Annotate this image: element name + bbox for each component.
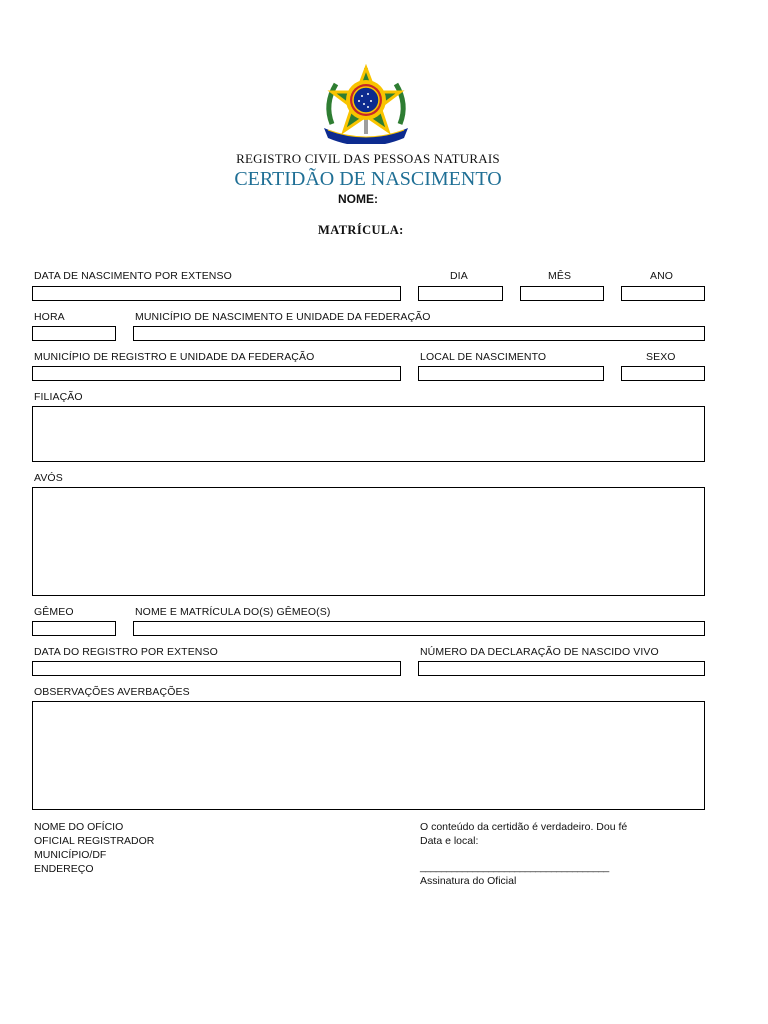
birth-place-label: LOCAL DE NASCIMENTO [420,351,547,363]
office-name-label: NOME DO OFÍCIO [34,821,124,833]
signature-label: Assinatura do Oficial [420,875,517,887]
birth-date-text-label: DATA DE NASCIMENTO POR EXTENSO [34,270,232,282]
registry-municipality-field[interactable] [32,366,401,381]
parents-field[interactable] [32,406,705,462]
date-place-label: Data e local: [420,835,479,847]
municipality-label: MUNICÍPIO/DF [34,849,107,861]
brazil-coat-of-arms-icon [318,64,414,144]
footer-certification [420,820,627,848]
parents-label: FILIAÇÃO [34,391,83,403]
twin-field[interactable] [32,621,116,636]
signature-line: ____________________________________ [420,861,609,873]
grandparents-label: AVÓS [34,472,63,484]
address-label: ENDEREÇO [34,863,94,875]
observations-field[interactable] [32,701,705,810]
year-field[interactable] [621,286,705,301]
sex-field[interactable] [621,366,705,381]
birth-place-field[interactable] [418,366,604,381]
name-label: NOME: [338,192,378,206]
hour-field[interactable] [32,326,116,341]
twin-label: GÊMEO [34,606,74,618]
twin-names-label: NOME E MATRÍCULA DO(S) GÊMEO(S) [135,606,331,618]
month-label: MÊS [548,270,572,282]
birth-declaration-number-label: NÚMERO DA DECLARAÇÃO DE NASCIDO VIVO [420,646,659,658]
birth-municipality-label: MUNICÍPIO DE NASCIMENTO E UNIDADE DA FEDERAÇÃO [135,311,431,323]
registry-date-text-label: DATA DO REGISTRO POR EXTENSO [34,646,218,658]
month-field[interactable] [520,286,604,301]
grandparents-field[interactable] [32,487,705,596]
registry-date-text-field[interactable] [32,661,401,676]
year-label: ANO [650,270,674,282]
day-field[interactable] [418,286,503,301]
birth-declaration-number-field[interactable] [418,661,705,676]
sex-label: SEXO [646,351,676,363]
footer-office-info [34,820,154,876]
document-title: CERTIDÃO DE NASCIMENTO [234,168,502,190]
hour-label: HORA [34,311,65,323]
twin-names-field[interactable] [133,621,705,636]
matricula-label: MATRÍCULA: [318,223,404,237]
registry-heading: REGISTRO CIVIL DAS PESSOAS NATURAIS [236,151,500,166]
day-label: DIA [450,270,468,282]
birth-date-text-field[interactable] [32,286,401,301]
certification-text: O conteúdo da certidão é verdadeiro. Dou fé [420,821,628,833]
birth-municipality-field[interactable] [133,326,705,341]
registry-municipality-label: MUNICÍPIO DE REGISTRO E UNIDADE DA FEDERAÇÃO [34,351,315,363]
observations-label: OBSERVAÇÕES AVERBAÇÕES [34,686,190,698]
registrar-label: OFICIAL REGISTRADOR [34,835,155,847]
